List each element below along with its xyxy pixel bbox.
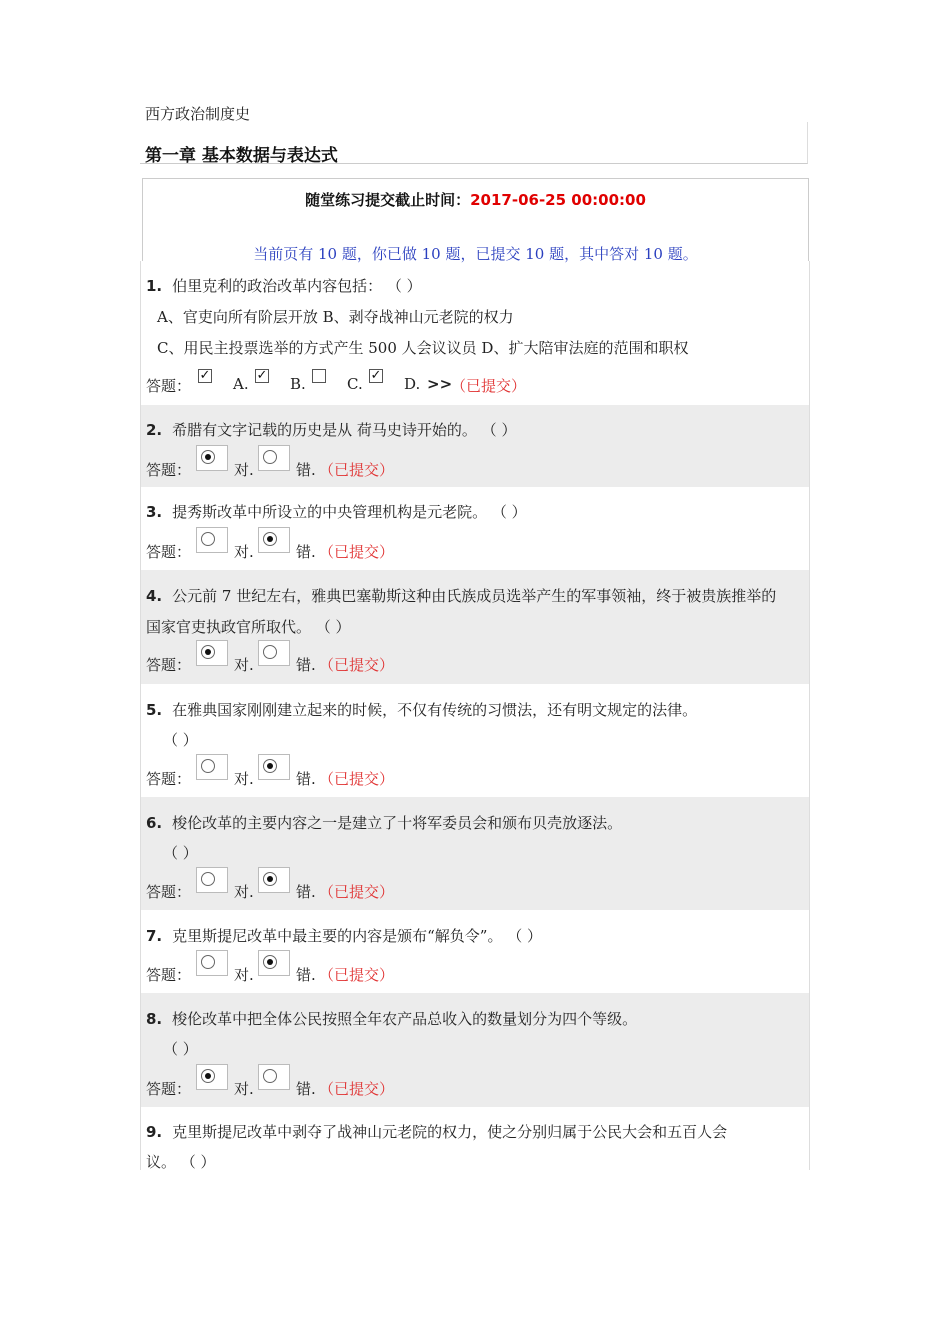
question-6 [141, 797, 809, 910]
false-label: 错. [296, 1080, 316, 1098]
question-8-text [146, 1008, 637, 1029]
true-label: 对. [234, 883, 254, 901]
checkbox-c[interactable] [312, 369, 326, 383]
practice-header [142, 178, 809, 261]
checkbox-d[interactable]: ✓ [370, 368, 382, 383]
option-c-label: C. [347, 375, 363, 393]
radio-false[interactable] [263, 450, 277, 464]
radio-false-box[interactable] [258, 445, 290, 471]
next-arrow-icon[interactable]: >> [427, 375, 453, 393]
false-label: 错. [296, 656, 316, 674]
question-9-text-2: 议。 （ ） [146, 1153, 216, 1171]
question-text: 公元前 7 世纪左右，雅典巴塞勒斯这种由氏族成员选举产生的军事领袖，终于被贵族推举的 [172, 587, 777, 605]
radio-true-box[interactable] [196, 445, 228, 471]
chapter-header [140, 122, 808, 164]
question-number: 9. [146, 1123, 163, 1141]
question-text: 梭伦改革中把全体公民按照全年农产品总收入的数量划分为四个等级。 [172, 1010, 638, 1028]
question-number: 2. [146, 421, 163, 439]
question-number: 7. [146, 927, 163, 945]
question-1 [141, 261, 809, 405]
radio-true[interactable] [201, 645, 215, 659]
radio-true-box[interactable] [196, 867, 228, 893]
question-text: 伯里克利的政治改革内容包括： （ ） [172, 277, 422, 295]
radio-false-box[interactable] [258, 754, 290, 780]
radio-true-box[interactable] [196, 1064, 228, 1090]
submitted-status: （已提交） [319, 656, 395, 674]
question-1-text [146, 275, 422, 296]
chapter-title: 第一章 基本数据与表达式 [145, 146, 338, 166]
deadline-line [143, 189, 808, 210]
radio-false-box[interactable] [258, 1064, 290, 1090]
radio-false-box[interactable] [258, 867, 290, 893]
question-text: 提秀斯改革中所设立的中央管理机构是元老院。 （ ） [172, 503, 527, 521]
radio-true-box[interactable] [196, 950, 228, 976]
question-7-text [146, 925, 542, 946]
option-a-label: A. [233, 375, 249, 393]
answer-label: 答题： [146, 543, 192, 561]
question-8-text-2: （ ） [163, 1040, 198, 1058]
radio-true[interactable] [201, 872, 215, 886]
question-number: 1. [146, 277, 163, 295]
radio-false-box[interactable] [258, 950, 290, 976]
question-4 [141, 570, 809, 684]
false-label: 错. [296, 883, 316, 901]
deadline-label: 随堂练习提交截止时间： [305, 191, 471, 209]
question-1-options-1: A、官吏向所有阶层开放 B、剥夺战神山元老院的权力 [157, 308, 514, 326]
radio-true-box[interactable] [196, 527, 228, 553]
question-6-text-2: （ ） [163, 844, 198, 862]
progress-summary: 当前页有 10 题，你已做 10 题，已提交 10 题，其中答对 10 题。 [253, 245, 698, 263]
submitted-status: （已提交） [319, 883, 395, 901]
question-text: 梭伦改革的主要内容之一是建立了十将军委员会和颁布贝壳放逐法。 [172, 814, 623, 832]
question-number: 5. [146, 701, 163, 719]
question-7 [141, 910, 809, 993]
radio-false[interactable] [263, 1069, 277, 1083]
question-list [140, 261, 810, 1170]
radio-true[interactable] [201, 1069, 215, 1083]
true-label: 对. [234, 966, 254, 984]
question-3 [141, 487, 809, 570]
submitted-status: （已提交） [319, 966, 395, 984]
submitted-status: （已提交） [319, 461, 395, 479]
question-number: 8. [146, 1010, 163, 1028]
false-label: 错. [296, 543, 316, 561]
false-label: 错. [296, 461, 316, 479]
question-4-text [146, 585, 776, 606]
question-5 [141, 684, 809, 797]
radio-false[interactable] [263, 955, 277, 969]
question-2-text [146, 419, 516, 440]
answer-label: 答题： [146, 377, 192, 395]
radio-true[interactable] [201, 450, 215, 464]
question-6-text [146, 812, 622, 833]
question-number: 4. [146, 587, 163, 605]
submitted-status: （已提交） [319, 1080, 395, 1098]
answer-label: 答题： [146, 966, 192, 984]
radio-true[interactable] [201, 759, 215, 773]
question-3-text [146, 501, 527, 522]
question-number: 6. [146, 814, 163, 832]
false-label: 错. [296, 770, 316, 788]
radio-true[interactable] [201, 532, 215, 546]
radio-true[interactable] [201, 955, 215, 969]
question-2 [141, 405, 809, 487]
document-title: 西方政治制度史 [145, 105, 251, 123]
radio-false-box[interactable] [258, 640, 290, 666]
checkbox-a[interactable]: ✓ [199, 368, 211, 383]
question-1-options-2: C、用民主投票选举的方式产生 500 人会议议员 D、扩大陪审法庭的范围和职权 [157, 339, 689, 357]
question-text: 希腊有文字记载的历史是从 荷马史诗开始的。 （ ） [172, 421, 517, 439]
submitted-status: （已提交） [319, 543, 395, 561]
question-5-text-2: （ ） [163, 731, 198, 749]
submitted-status: （已提交） [451, 377, 527, 395]
radio-false[interactable] [263, 759, 277, 773]
question-9-text [146, 1121, 727, 1142]
deadline-value: 2017-06-25 00:00:00 [470, 191, 646, 209]
answer-label: 答题： [146, 656, 192, 674]
radio-false-box[interactable] [258, 527, 290, 553]
answer-label: 答题： [146, 461, 192, 479]
radio-false[interactable] [263, 645, 277, 659]
question-4-text-2: 国家官吏执政官所取代。 （ ） [146, 618, 351, 636]
answer-label: 答题： [146, 1080, 192, 1098]
false-label: 错. [296, 966, 316, 984]
radio-true-box[interactable] [196, 640, 228, 666]
option-b-label: B. [290, 375, 306, 393]
question-8 [141, 993, 809, 1107]
radio-true-box[interactable] [196, 754, 228, 780]
option-d-label: D. [404, 375, 421, 393]
true-label: 对. [234, 656, 254, 674]
true-label: 对. [234, 543, 254, 561]
question-text: 在雅典国家刚刚建立起来的时候，不仅有传统的习惯法，还有明文规定的法律。 [172, 701, 698, 719]
question-text: 克里斯提尼改革中剥夺了战神山元老院的权力，使之分别归属于公民大会和五百人会 [172, 1123, 728, 1141]
question-9 [141, 1107, 809, 1170]
question-text: 克里斯提尼改革中最主要的内容是颁布“解负令”。 （ ） [172, 927, 543, 945]
submitted-status: （已提交） [319, 770, 395, 788]
question-5-text [146, 699, 697, 720]
true-label: 对. [234, 461, 254, 479]
true-label: 对. [234, 770, 254, 788]
checkbox-b[interactable]: ✓ [256, 368, 268, 383]
question-number: 3. [146, 503, 163, 521]
radio-false[interactable] [263, 872, 277, 886]
radio-false[interactable] [263, 532, 277, 546]
true-label: 对. [234, 1080, 254, 1098]
answer-label: 答题： [146, 770, 192, 788]
answer-label: 答题： [146, 883, 192, 901]
